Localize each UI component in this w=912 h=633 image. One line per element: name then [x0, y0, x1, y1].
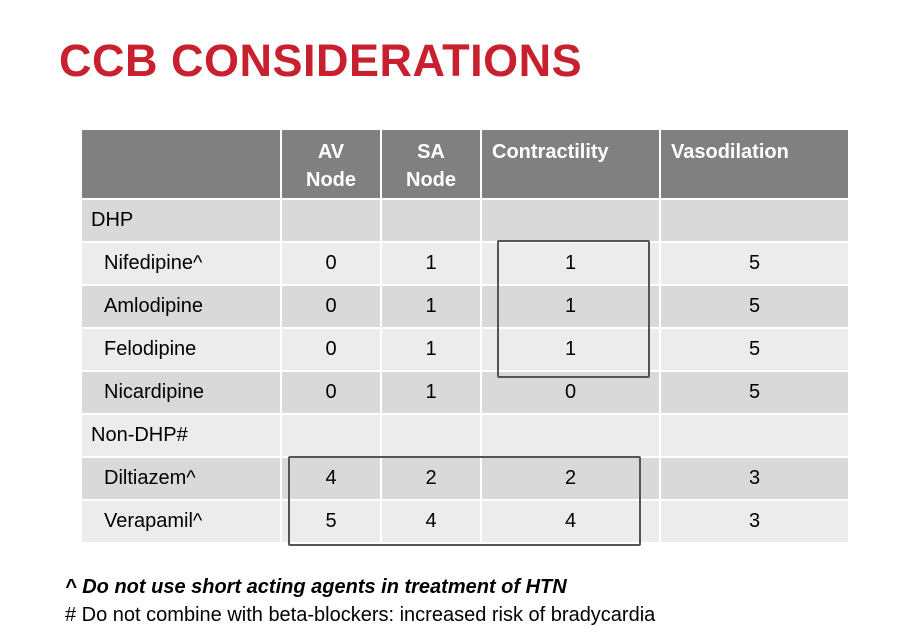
footnotes — [65, 573, 655, 629]
cell-vasodilation — [660, 414, 849, 457]
cell-sa: 1 — [381, 371, 481, 414]
cell-vasodilation: 5 — [660, 285, 849, 328]
header-sa-node — [381, 129, 481, 199]
row-name: Amlodipine — [81, 285, 281, 328]
cell-av: 0 — [281, 242, 381, 285]
row-name: Verapamil^ — [81, 500, 281, 543]
row-name: Nicardipine — [81, 371, 281, 414]
cell-vasodilation: 3 — [660, 457, 849, 500]
cell-av: 4 — [281, 457, 381, 500]
cell-contractility: 1 — [481, 242, 660, 285]
header-sa-line1: SA — [417, 141, 445, 163]
table-row-felodipine — [81, 328, 849, 371]
cell-vasodilation: 3 — [660, 500, 849, 543]
cell-contractility — [481, 414, 660, 457]
cell-av: 5 — [281, 500, 381, 543]
cell-contractility: 2 — [481, 457, 660, 500]
contractility-highlight-box — [497, 240, 650, 378]
cell-contractility: 0 — [481, 371, 660, 414]
cell-av: 0 — [281, 285, 381, 328]
table-row-amlodipine — [81, 285, 849, 328]
table-row-nifedipine — [81, 242, 849, 285]
header-contractility: Contractility — [481, 129, 660, 199]
header-av-line1: AV — [317, 141, 345, 163]
footnote-caret: ^ Do not use short acting agents in treatment of HTN — [65, 576, 567, 598]
cell-av — [281, 199, 381, 242]
cell-vasodilation: 5 — [660, 242, 849, 285]
non-dhp-highlight-box — [288, 456, 641, 546]
footnote-hash: # Do not combine with beta-blockers: increased risk of bradycardia — [65, 604, 656, 626]
cell-vasodilation: 5 — [660, 371, 849, 414]
cell-vasodilation — [660, 199, 849, 242]
header-av-line2: Node — [306, 169, 356, 191]
row-name: Nifedipine^ — [81, 242, 281, 285]
cell-av: 0 — [281, 371, 381, 414]
table-row-non-dhp — [81, 414, 849, 457]
cell-sa — [381, 414, 481, 457]
cell-sa: 1 — [381, 328, 481, 371]
row-name: DHP — [81, 199, 281, 242]
cell-sa: 4 — [381, 500, 481, 543]
cell-sa — [381, 199, 481, 242]
table-row-dhp — [81, 199, 849, 242]
cell-contractility: 4 — [481, 500, 660, 543]
page-title: CCB CONSIDERATIONS — [59, 35, 583, 86]
row-name: Felodipine — [81, 328, 281, 371]
row-name: Non-DHP# — [81, 414, 281, 457]
table-row-nicardipine — [81, 371, 849, 414]
cell-vasodilation: 5 — [660, 328, 849, 371]
header-sa-line2: Node — [406, 169, 456, 191]
header-vasodilation: Vasodilation — [660, 129, 849, 199]
table-header-row — [81, 129, 849, 199]
header-av-node — [281, 129, 381, 199]
cell-av: 0 — [281, 328, 381, 371]
cell-contractility — [481, 199, 660, 242]
cell-sa: 2 — [381, 457, 481, 500]
cell-sa: 1 — [381, 242, 481, 285]
header-blank — [81, 129, 281, 199]
row-name: Diltiazem^ — [81, 457, 281, 500]
cell-sa: 1 — [381, 285, 481, 328]
cell-contractility: 1 — [481, 328, 660, 371]
cell-contractility: 1 — [481, 285, 660, 328]
cell-av — [281, 414, 381, 457]
